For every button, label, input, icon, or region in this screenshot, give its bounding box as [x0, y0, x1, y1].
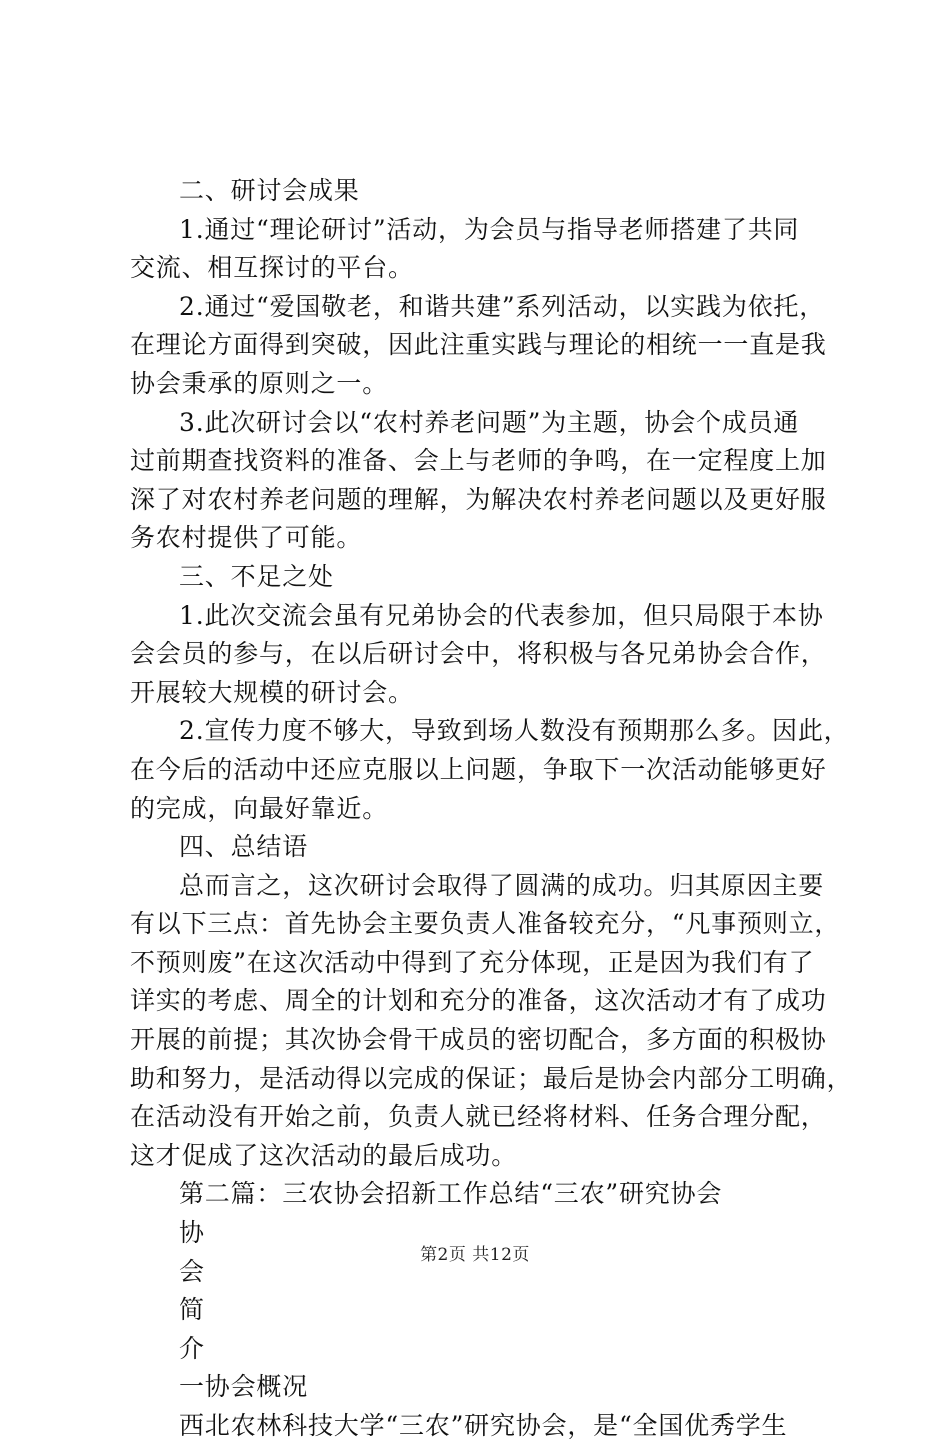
text-line: 有以下三点：首先协会主要负责人准备较充分，“凡事预则立，	[130, 909, 841, 939]
text-line: 2.宣传力度不够大，导致到场人数没有预期那么多。因此，	[179, 716, 850, 746]
text-line: 会会员的参与，在以后研讨会中，将积极与各兄弟协会合作，	[130, 639, 827, 669]
text-line: 总而言之，这次研讨会取得了圆满的成功。归其原因主要	[179, 870, 825, 900]
text-line: 在活动没有开始之前，负责人就已经将材料、任务合理分配，	[130, 1102, 827, 1132]
text-line: 的完成，向最好靠近。	[130, 793, 389, 823]
text-line: 详实的考虑、周全的计划和充分的准备，这次活动才有了成功	[130, 986, 827, 1016]
text-line: 会	[179, 1256, 205, 1286]
text-line: 助和努力，是活动得以完成的保证；最后是协会内部分工明确，	[130, 1063, 853, 1093]
text-line: 1.通过“理论研讨”活动，为会员与指导老师搭建了共同	[179, 214, 800, 244]
text-line: 一协会概况	[179, 1372, 309, 1402]
text-line: 务农村提供了可能。	[130, 523, 363, 553]
text-line: 过前期查找资料的准备、会上与老师的争鸣，在一定程度上加	[130, 446, 827, 476]
text-line: 开展较大规模的研讨会。	[130, 677, 414, 707]
text-line: 在今后的活动中还应克服以上问题，争取下一次活动能够更好	[130, 754, 827, 784]
text-line: 四、总结语	[179, 832, 309, 862]
text-line: 介	[179, 1333, 205, 1363]
text-line: 西北农林科技大学“三农”研究协会，是“全国优秀学生	[179, 1411, 788, 1440]
text-line: 协	[179, 1218, 205, 1248]
text-line: 在理论方面得到突破，因此注重实践与理论的相统一一直是我	[130, 330, 827, 360]
text-line: 开展的前提；其次协会骨干成员的密切配合，多方面的积极协	[130, 1025, 827, 1055]
text-line: 交流、相互探讨的平台。	[130, 253, 414, 283]
text-line: 三、不足之处	[179, 561, 334, 591]
text-line: 第二篇：三农协会招新工作总结“三农”研究协会	[179, 1179, 723, 1209]
text-line: 二、研讨会成果	[179, 176, 360, 205]
text-line: 不预则废”在这次活动中得到了充分体现，正是因为我们有了	[130, 947, 815, 977]
text-line: 这才促成了这次活动的最后成功。	[130, 1140, 518, 1170]
text-line: 简	[179, 1295, 205, 1325]
text-line: 协会秉承的原则之一。	[130, 368, 389, 398]
text-line: 深了对农村养老问题的理解，为解决农村养老问题以及更好服	[130, 484, 827, 514]
page-footer: 第2页 共12页	[420, 1245, 530, 1265]
text-line: 1.此次交流会虽有兄弟协会的代表参加，但只局限于本协	[179, 600, 824, 630]
text-line: 3.此次研讨会以“农村养老问题”为主题，协会个成员通	[179, 407, 800, 437]
text-line: 2.通过“爱国敬老，和谐共建”系列活动，以实践为依托，	[179, 291, 826, 321]
